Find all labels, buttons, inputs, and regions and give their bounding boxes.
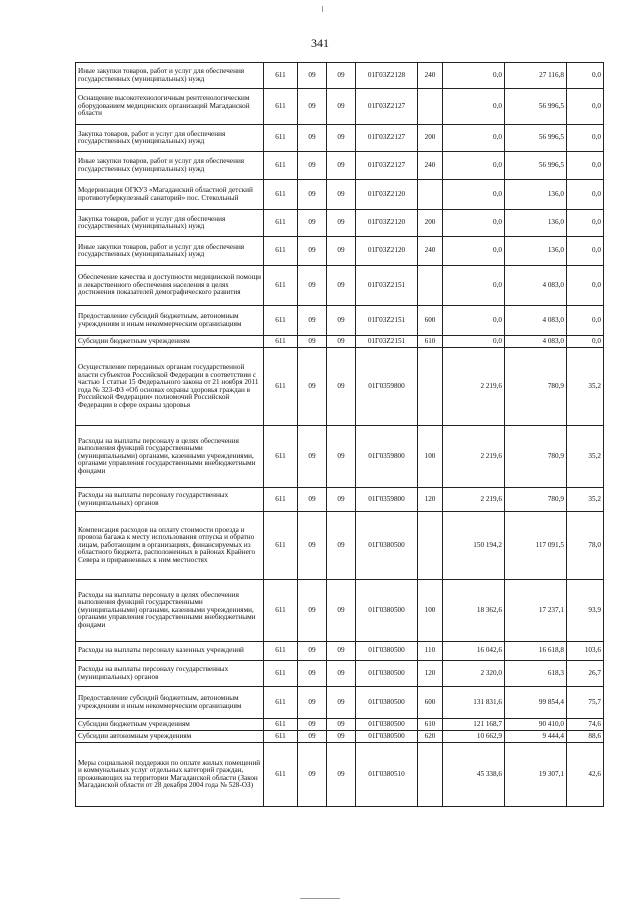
row-pr: 09 xyxy=(327,488,356,512)
page-number: 341 xyxy=(311,36,329,50)
row-pct: 35,2 xyxy=(567,488,604,512)
table-row xyxy=(76,719,604,731)
row-vr: 600 xyxy=(418,687,443,719)
row-pr: 09 xyxy=(327,348,356,426)
row-csr: 01Г0359800 xyxy=(356,488,418,512)
row-vr: 100 xyxy=(418,426,443,488)
row-pr: 09 xyxy=(327,125,356,152)
row-pr: 09 xyxy=(327,152,356,180)
row-pr: 09 xyxy=(327,180,356,210)
row-rz: 09 xyxy=(298,152,327,180)
row-fact: 117 091,5 xyxy=(505,512,567,580)
row-fact: 780,9 xyxy=(505,348,567,426)
table-row xyxy=(76,237,604,266)
row-ved: 611 xyxy=(264,488,298,512)
row-pct: 0,0 xyxy=(567,336,604,348)
row-rz: 09 xyxy=(298,488,327,512)
row-fact: 90 410,0 xyxy=(505,719,567,731)
table-row xyxy=(76,642,604,661)
row-pr: 09 xyxy=(327,89,356,125)
row-pct: 0,0 xyxy=(567,266,604,306)
row-ved: 611 xyxy=(264,210,298,237)
row-rz: 09 xyxy=(298,237,327,266)
row-pr: 09 xyxy=(327,306,356,336)
row-csr: 01Г0380500 xyxy=(356,580,418,642)
row-name: Субсидии автономным учреждениям xyxy=(76,731,264,743)
row-pct: 78,0 xyxy=(567,512,604,580)
row-fact: 4 083,0 xyxy=(505,306,567,336)
row-pct: 26,7 xyxy=(567,661,604,687)
row-pct: 42,6 xyxy=(567,743,604,807)
row-plan: 16 042,6 xyxy=(443,642,505,661)
row-pr: 09 xyxy=(327,687,356,719)
row-ved: 611 xyxy=(264,306,298,336)
row-plan: 0,0 xyxy=(443,152,505,180)
row-pct: 88,6 xyxy=(567,731,604,743)
row-csr: 01Г0380500 xyxy=(356,661,418,687)
row-fact: 17 237,1 xyxy=(505,580,567,642)
row-plan: 121 168,7 xyxy=(443,719,505,731)
scan-mark xyxy=(322,6,323,12)
row-rz: 09 xyxy=(298,661,327,687)
row-rz: 09 xyxy=(298,210,327,237)
row-fact: 9 444,4 xyxy=(505,731,567,743)
row-vr: 620 xyxy=(418,731,443,743)
row-csr: 01Г0380500 xyxy=(356,642,418,661)
row-vr: 600 xyxy=(418,306,443,336)
row-pct: 0,0 xyxy=(567,152,604,180)
row-fact: 136,0 xyxy=(505,237,567,266)
row-name: Закупка товаров, работ и услуг для обеспечения государственных (муниципальных) нужд xyxy=(76,125,264,152)
row-rz: 09 xyxy=(298,687,327,719)
row-fact: 56 996,5 xyxy=(505,152,567,180)
row-ved: 611 xyxy=(264,731,298,743)
row-pr: 09 xyxy=(327,512,356,580)
row-vr xyxy=(418,266,443,306)
row-csr: 01Г0359800 xyxy=(356,426,418,488)
row-csr: 01Г03Z2151 xyxy=(356,306,418,336)
row-vr: 110 xyxy=(418,642,443,661)
table-row xyxy=(76,266,604,306)
row-rz: 09 xyxy=(298,743,327,807)
row-csr: 01Г0380500 xyxy=(356,719,418,731)
row-rz: 09 xyxy=(298,731,327,743)
row-name: Иные закупки товаров, работ и услуг для обеспечения государственных (муниципальных) нужд xyxy=(76,152,264,180)
row-fact: 4 083,0 xyxy=(505,266,567,306)
row-csr: 01Г03Z2151 xyxy=(356,266,418,306)
row-vr: 610 xyxy=(418,336,443,348)
row-plan: 0,0 xyxy=(443,89,505,125)
row-pr: 09 xyxy=(327,210,356,237)
table-row xyxy=(76,348,604,426)
row-name: Предоставление субсидий бюджетным, автономным учреждениям и иным некоммерческим организациям xyxy=(76,306,264,336)
row-plan: 0,0 xyxy=(443,125,505,152)
row-plan: 0,0 xyxy=(443,63,505,89)
row-rz: 09 xyxy=(298,336,327,348)
row-pr: 09 xyxy=(327,63,356,89)
table-row xyxy=(76,488,604,512)
table-row xyxy=(76,426,604,488)
row-pct: 35,2 xyxy=(567,426,604,488)
row-name: Расходы на выплаты персоналу в целях обеспечения выполнения функций государственными (муниципальными) органами, казенными учреждениями, органами управления государственными внебюджетными фондами xyxy=(76,580,264,642)
row-name: Расходы на выплаты персоналу государственных (муниципальных) органов xyxy=(76,488,264,512)
row-plan: 2 219,6 xyxy=(443,488,505,512)
row-name: Субсидии бюджетным учреждениям xyxy=(76,336,264,348)
row-plan: 0,0 xyxy=(443,306,505,336)
table-row xyxy=(76,63,604,89)
row-fact: 99 854,4 xyxy=(505,687,567,719)
row-csr: 01Г03Z2127 xyxy=(356,152,418,180)
row-rz: 09 xyxy=(298,125,327,152)
row-name: Оснащение высокотехнологичным рентгенологическим оборудованием медицинских организаций Магаданской области xyxy=(76,89,264,125)
row-pct: 103,6 xyxy=(567,642,604,661)
row-pct: 0,0 xyxy=(567,180,604,210)
row-pct: 35,2 xyxy=(567,348,604,426)
row-ved: 611 xyxy=(264,743,298,807)
row-fact: 136,0 xyxy=(505,180,567,210)
row-csr: 01Г0380500 xyxy=(356,687,418,719)
row-csr: 01Г03Z2127 xyxy=(356,89,418,125)
row-ved: 611 xyxy=(264,180,298,210)
table-row xyxy=(76,152,604,180)
row-vr: 610 xyxy=(418,719,443,731)
row-rz: 09 xyxy=(298,266,327,306)
row-csr: 01Г03Z2128 xyxy=(356,63,418,89)
row-pr: 09 xyxy=(327,743,356,807)
row-ved: 611 xyxy=(264,426,298,488)
row-pct: 0,0 xyxy=(567,237,604,266)
row-rz: 09 xyxy=(298,306,327,336)
row-rz: 09 xyxy=(298,719,327,731)
row-fact: 56 996,5 xyxy=(505,125,567,152)
row-name: Осуществление переданных органам государственной власти субъектов Российской Федерации в соответствии с частью 1 статьи 15 Федерального закона от 21 ноября 2011 года № 323-ФЗ «Об основах охраны здоровья граждан в Российской Федерации» полномочий Российской Федерации в сфере охраны здоровья xyxy=(76,348,264,426)
row-ved: 611 xyxy=(264,89,298,125)
row-rz: 09 xyxy=(298,89,327,125)
row-name: Обеспечение качества и доступности медицинской помощи и лекарственного обеспечения населения в целях достижения показателей демографического развития xyxy=(76,266,264,306)
row-rz: 09 xyxy=(298,348,327,426)
row-pct: 93,9 xyxy=(567,580,604,642)
row-vr: 240 xyxy=(418,237,443,266)
row-plan: 10 662,9 xyxy=(443,731,505,743)
row-name: Предоставление субсидий бюджетным, автономным учреждениям и иным некоммерческим организациям xyxy=(76,687,264,719)
row-pct: 0,0 xyxy=(567,306,604,336)
row-plan: 0,0 xyxy=(443,210,505,237)
row-pr: 09 xyxy=(327,731,356,743)
row-csr: 01Г0359800 xyxy=(356,348,418,426)
table-row xyxy=(76,661,604,687)
row-pr: 09 xyxy=(327,237,356,266)
row-name: Модернизация ОГКУЗ «Магаданский областной детский противотуберкулезный санаторий» пос. Стекольный xyxy=(76,180,264,210)
row-pct: 0,0 xyxy=(567,125,604,152)
row-name: Закупка товаров, работ и услуг для обеспечения государственных (муниципальных) нужд xyxy=(76,210,264,237)
row-pr: 09 xyxy=(327,266,356,306)
row-ved: 611 xyxy=(264,661,298,687)
table-row xyxy=(76,306,604,336)
row-plan: 2 219,6 xyxy=(443,348,505,426)
table-row xyxy=(76,336,604,348)
table-row xyxy=(76,125,604,152)
row-plan: 2 320,0 xyxy=(443,661,505,687)
row-ved: 611 xyxy=(264,266,298,306)
row-plan: 0,0 xyxy=(443,266,505,306)
row-name: Компенсация расходов на оплату стоимости проезда и провоза багажа к месту использования отпуска и обратно лицам, работающим в организациях, финансируемых из областного бюджета, расположенных в районах Крайнего Севера и приравненных к ним местностях xyxy=(76,512,264,580)
row-plan: 2 219,6 xyxy=(443,426,505,488)
row-pr: 09 xyxy=(327,426,356,488)
row-vr xyxy=(418,348,443,426)
row-csr: 01Г0380500 xyxy=(356,512,418,580)
row-rz: 09 xyxy=(298,180,327,210)
row-name: Субсидии бюджетным учреждениям xyxy=(76,719,264,731)
row-pct: 75,7 xyxy=(567,687,604,719)
row-ved: 611 xyxy=(264,63,298,89)
row-fact: 780,9 xyxy=(505,426,567,488)
row-plan: 131 831,6 xyxy=(443,687,505,719)
row-ved: 611 xyxy=(264,348,298,426)
row-vr: 120 xyxy=(418,661,443,687)
row-csr: 01Г03Z2127 xyxy=(356,125,418,152)
row-pct: 74,6 xyxy=(567,719,604,731)
row-vr: 200 xyxy=(418,210,443,237)
row-ved: 611 xyxy=(264,512,298,580)
row-ved: 611 xyxy=(264,125,298,152)
row-csr: 01Г03Z2151 xyxy=(356,336,418,348)
row-name: Иные закупки товаров, работ и услуг для обеспечения государственных (муниципальных) нужд xyxy=(76,63,264,89)
row-pct: 0,0 xyxy=(567,210,604,237)
row-vr xyxy=(418,89,443,125)
row-csr: 01Г03Z2120 xyxy=(356,210,418,237)
row-vr: 240 xyxy=(418,63,443,89)
row-plan: 0,0 xyxy=(443,180,505,210)
scan-mark xyxy=(300,898,340,899)
row-csr: 01Г0380500 xyxy=(356,731,418,743)
row-name: Меры социальной поддержки по оплате жилых помещений и коммунальных услуг отдельных категорий граждан, проживающих на территории Магаданской области (Закон Магаданской области от 28 декабря 2004 года № 528-ОЗ) xyxy=(76,743,264,807)
row-ved: 611 xyxy=(264,152,298,180)
row-name: Иные закупки товаров, работ и услуг для обеспечения государственных (муниципальных) нужд xyxy=(76,237,264,266)
row-pr: 09 xyxy=(327,336,356,348)
row-fact: 780,9 xyxy=(505,488,567,512)
row-vr: 120 xyxy=(418,488,443,512)
row-plan: 0,0 xyxy=(443,237,505,266)
row-rz: 09 xyxy=(298,512,327,580)
row-csr: 01Г0380510 xyxy=(356,743,418,807)
row-plan: 45 338,6 xyxy=(443,743,505,807)
row-fact: 19 307,1 xyxy=(505,743,567,807)
row-fact: 56 996,5 xyxy=(505,89,567,125)
row-fact: 16 618,8 xyxy=(505,642,567,661)
row-vr: 240 xyxy=(418,152,443,180)
row-ved: 611 xyxy=(264,580,298,642)
row-fact: 618,3 xyxy=(505,661,567,687)
row-rz: 09 xyxy=(298,580,327,642)
row-plan: 150 194,2 xyxy=(443,512,505,580)
row-fact: 27 116,8 xyxy=(505,63,567,89)
row-name: Расходы на выплаты персоналу государственных (муниципальных) органов xyxy=(76,661,264,687)
row-vr xyxy=(418,512,443,580)
row-pr: 09 xyxy=(327,642,356,661)
row-ved: 611 xyxy=(264,687,298,719)
row-plan: 18 362,6 xyxy=(443,580,505,642)
table-row xyxy=(76,180,604,210)
row-pct: 0,0 xyxy=(567,89,604,125)
budget-table xyxy=(75,62,604,807)
table-row xyxy=(76,580,604,642)
row-pr: 09 xyxy=(327,719,356,731)
row-rz: 09 xyxy=(298,642,327,661)
row-ved: 611 xyxy=(264,237,298,266)
row-ved: 611 xyxy=(264,642,298,661)
row-fact: 4 083,0 xyxy=(505,336,567,348)
table-row xyxy=(76,89,604,125)
row-ved: 611 xyxy=(264,336,298,348)
table-row xyxy=(76,210,604,237)
row-csr: 01Г03Z2120 xyxy=(356,180,418,210)
row-pr: 09 xyxy=(327,580,356,642)
table-row xyxy=(76,512,604,580)
row-plan: 0,0 xyxy=(443,336,505,348)
row-name: Расходы на выплаты персоналу в целях обеспечения выполнения функций государственными (муниципальными) органами, казенными учреждениями, органами управления государственными внебюджетными фондами xyxy=(76,426,264,488)
row-fact: 136,0 xyxy=(505,210,567,237)
row-vr: 100 xyxy=(418,580,443,642)
row-vr: 200 xyxy=(418,125,443,152)
row-ved: 611 xyxy=(264,719,298,731)
row-vr xyxy=(418,743,443,807)
table-row xyxy=(76,743,604,807)
row-pr: 09 xyxy=(327,661,356,687)
row-name: Расходы на выплаты персоналу казенных учреждений xyxy=(76,642,264,661)
row-rz: 09 xyxy=(298,426,327,488)
row-vr xyxy=(418,180,443,210)
table-row xyxy=(76,731,604,743)
row-pct: 0,0 xyxy=(567,63,604,89)
table-row xyxy=(76,687,604,719)
row-csr: 01Г03Z2120 xyxy=(356,237,418,266)
row-rz: 09 xyxy=(298,63,327,89)
